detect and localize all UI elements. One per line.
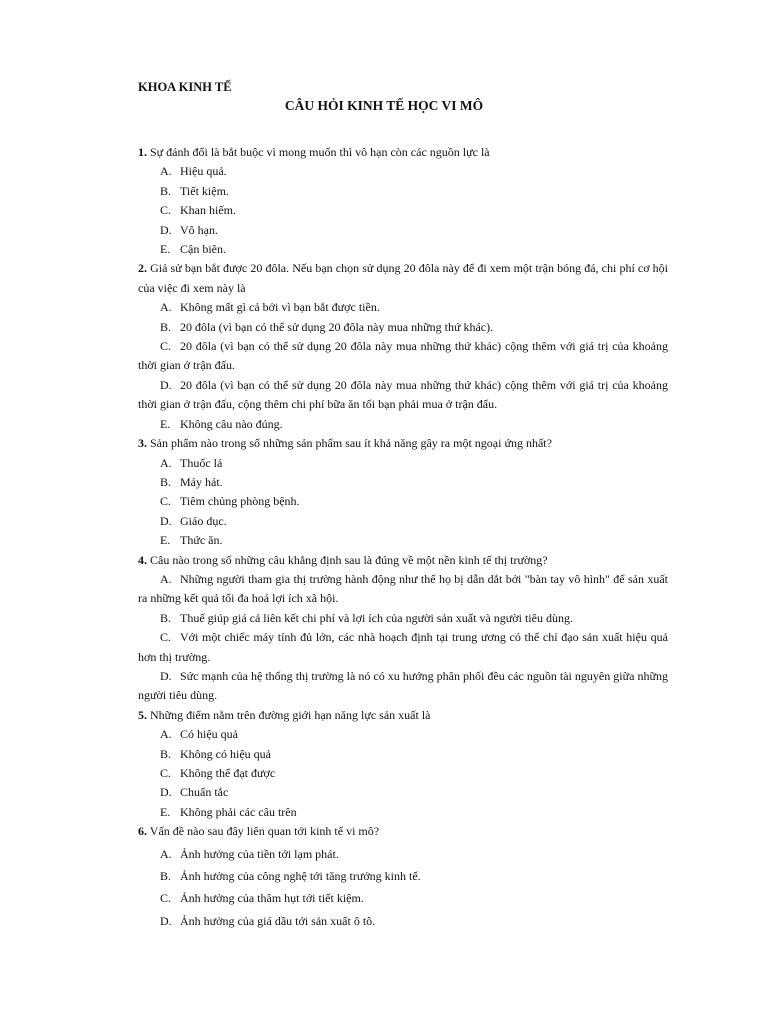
question-5 [138, 706, 668, 822]
option-e: E. Không câu nào đúng. [160, 416, 283, 431]
question-4 [138, 551, 668, 706]
option-c: C. Tiêm chủng phòng bệnh. [160, 494, 300, 509]
question-number: 3. [138, 436, 147, 451]
option-d: D. 20 đôla (vì bạn có thể sử dụng 20 đôla này mua những thứ khác) cộng thêm với giá trị của khoảng thời gian ở trận đấu, cộng thêm chi phí bữa ăn tối bạn phải mua ở trận đấu. [138, 377, 668, 412]
option-e: E. Không phải các câu trên [160, 804, 297, 819]
option-c: C. Khan hiếm. [160, 203, 236, 218]
question-number: 5. [138, 707, 147, 722]
question-6 [138, 822, 668, 931]
question-number: 2. [138, 261, 147, 276]
page-title: CÂU HỎI KINH TẾ HỌC VI MÔ [284, 98, 484, 113]
option-b: B. Ảnh hưởng của công nghệ tới tăng trưởng kinh tế. [160, 869, 421, 884]
option-a: A. Hiệu quả. [160, 164, 227, 179]
question-number: 4. [138, 552, 147, 567]
option-d: D. Giáo dục. [160, 513, 227, 528]
question-list [138, 143, 668, 931]
option-a: A. Thuốc lá [160, 455, 223, 470]
option-a: A. Không mất gì cả bởi vì bạn bắt được tiền. [160, 300, 380, 315]
option-b: B. 20 đôla (vì bạn có thể sử dụng 20 đôla này mua những thứ khác). [160, 319, 494, 334]
question-stem: Những điểm nằm trên đường giới hạn năng lực sản xuất là [150, 707, 431, 722]
option-c: C. Ảnh hưởng của thâm hụt tới tiết kiệm. [160, 891, 364, 906]
question-stem: Câu nào trong số những câu khẳng định sau là đúng về một nền kinh tế thị trường? [150, 552, 548, 567]
option-a: A. Có hiệu quả [160, 727, 238, 742]
option-d: D. Ảnh hưởng của giá dầu tới sản xuất ô tô. [160, 913, 376, 928]
question-1 [138, 143, 668, 259]
question-2 [138, 259, 668, 434]
option-b: B. Thuế giúp giá cả liên kết chi phí và lợi ích của người sản xuất và người tiêu dùng. [160, 610, 573, 625]
option-c: C. 20 đôla (vì bạn có thể sử dụng 20 đôla này mua những thứ khác) cộng thêm với giá trị của khoảng thời gian ở trận đấu. [138, 339, 668, 373]
option-a: A. Những người tham gia thị trường hành động như thể họ bị dẫn dắt bởi "bàn tay vô hình" để sản xuất ra những kết quả tối đa hoá lợi ích xã hội. [138, 571, 668, 606]
option-e: E. Cận biên. [160, 242, 226, 257]
question-3 [138, 434, 668, 550]
option-b: B. Tiết kiệm. [160, 183, 229, 198]
option-c: C. Không thể đạt được [160, 766, 276, 780]
option-b: B. Không có hiệu quả [160, 746, 271, 761]
option-b: B. Máy hát. [160, 474, 223, 489]
option-c: C. Với một chiếc máy tính đủ lớn, các nhà hoạch định tại trung ương có thể chỉ đạo sản xuất hiệu quả hơn thị trường. [138, 630, 668, 664]
question-stem: Vấn đề nào sau đây liên quan tới kinh tế vi mô? [149, 824, 380, 839]
question-number: 6. [138, 824, 147, 839]
option-d: D. Chuẩn tắc [160, 785, 229, 800]
option-d: D. Sức mạnh của hệ thống thị trường là nó có xu hướng phân phối đều các nguồn tài nguyên giữa những người tiêu dùng. [138, 668, 668, 703]
question-stem: Sản phẩm nào trong số những sản phẩm sau ít khả năng gây ra một ngoại ứng nhất? [150, 436, 552, 451]
faculty-heading: KHOA KINH TẾ [138, 80, 232, 94]
question-stem: Sự đánh đổi là bắt buộc vì mong muốn thì vô hạn còn các nguồn lực là [150, 145, 490, 159]
option-e: E. Thức ăn. [160, 533, 223, 548]
question-stem: Giả sử bạn bắt được 20 đôla. Nếu bạn chọn sử dụng 20 đôla này để đi xem một trận bóng đá, chi phí cơ hội của việc đi xem này là [138, 261, 669, 295]
question-number: 1. [138, 145, 147, 159]
option-a: A. Ảnh hưởng của tiền tới lạm phát. [160, 846, 339, 861]
option-d: D. Vô hạn. [160, 222, 218, 237]
